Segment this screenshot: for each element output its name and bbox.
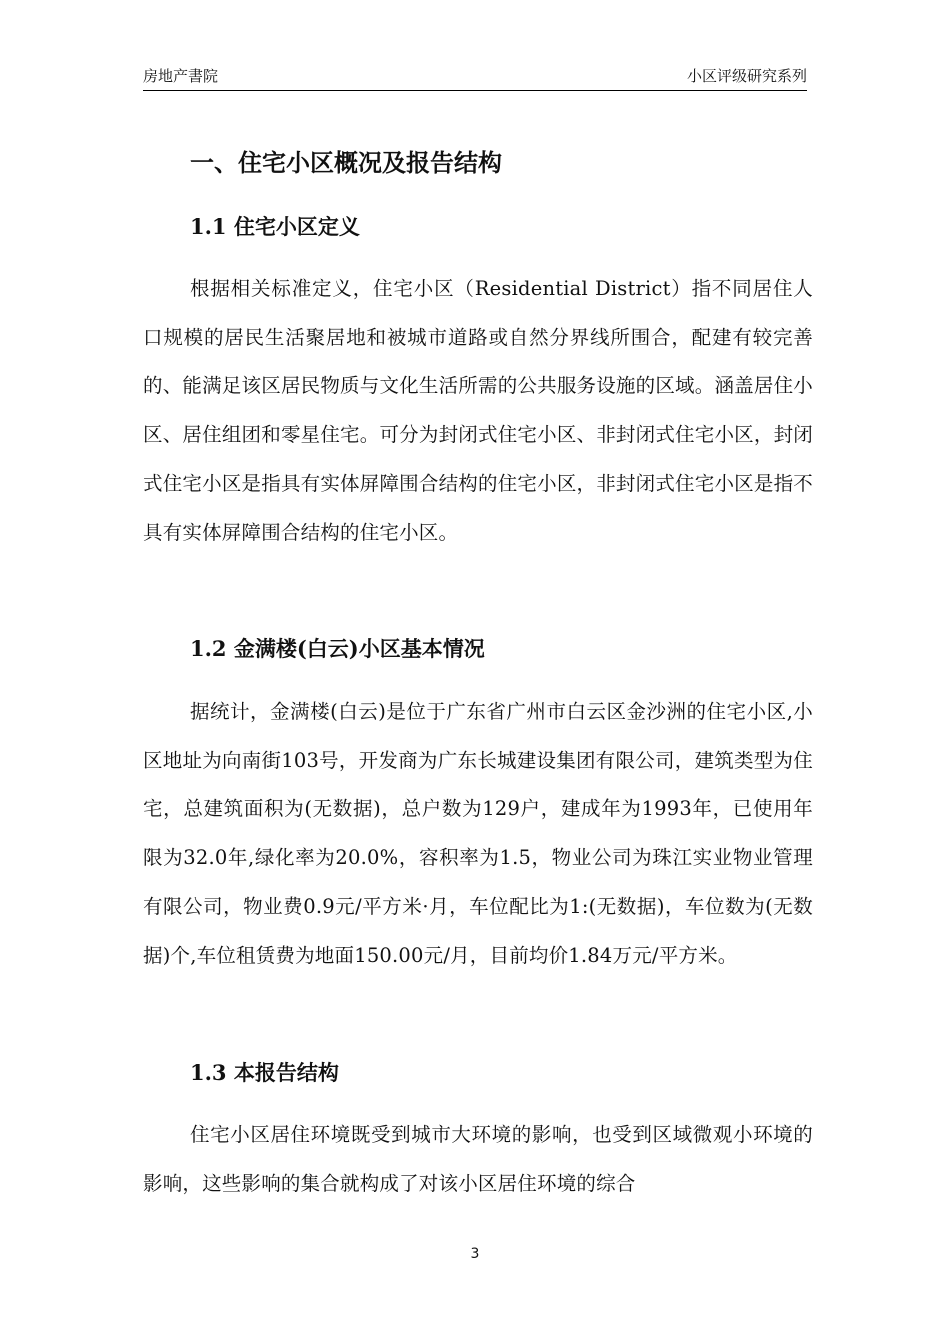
section-body-1-3: 住宅小区居住环境既受到城市大环境的影响，也受到区域微观小环境的影响，这些影响的集合就构成了对该小区居住环境的综合	[143, 1123, 813, 1195]
header-series-title: 小区评级研究系列	[686, 67, 807, 85]
section-body-1-2: 据统计，金满楼(白云)是位于广东省广州市白云区金沙洲的住宅小区,小区地址为向南街103号，开发商为广东长城建设集团有限公司，建筑类型为住宅，总建筑面积为(无数据)，总户数为129户，建成年为1993年，已使用年限为32.0年,绿化率为20.0%，容积率为1.5，物业公司为珠江实业物业管理有限公司，物业费0.9元/平方米·月，车位配比为1:(无数据)，车位数为(无数据)个,车位租赁费为地面150.00元/月，目前均价1.84万元/平方米。	[143, 700, 813, 967]
chapter-title: 一、住宅小区概况及报告结构	[190, 148, 502, 177]
page-number: 3	[470, 1246, 480, 1262]
section-body-1-1: 根据相关标准定义，住宅小区（Residential District）指不同居住人口规模的居民生活聚居地和被城市道路或自然分界线所围合，配建有较完善的、能满足该区居民物质与文化生活所需的公共服务设施的区域。涵盖居住小区、居住组团和零星住宅。可分为封闭式住宅小区、非封闭式住宅小区，封闭式住宅小区是指具有实体屏障围合结构的住宅小区，非封闭式住宅小区是指不具有实体屏障围合结构的住宅小区。	[143, 277, 813, 544]
section-title-1-3: 1.3 本报告结构	[190, 1060, 339, 1085]
header-publisher: 房地产書院	[143, 67, 219, 85]
page-header	[143, 66, 807, 91]
section-title-1-2: 1.2 金满楼(白云)小区基本情况	[190, 636, 485, 661]
section-title-1-1: 1.1 住宅小区定义	[190, 214, 360, 239]
